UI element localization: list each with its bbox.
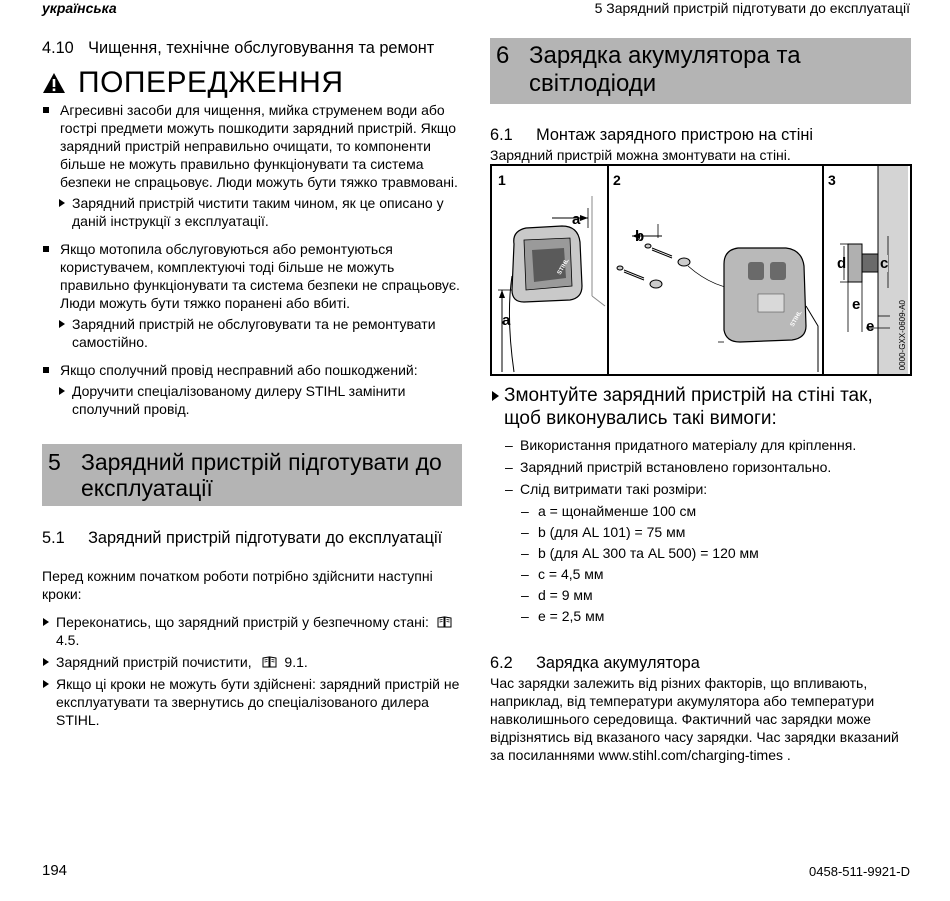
section-number: 6.2: [490, 653, 513, 672]
dim-label-e: e: [852, 296, 861, 313]
section-number: 6.1: [490, 125, 513, 144]
warning-item: Якщо мотопила обслуговуються або ремонтуються користувачем, комплектуючі тоді більше не можуть правильно функціонувати та система безпеки не спрацьовує. Люди можуть бути тяжко поранені або вбиті.: [42, 240, 462, 312]
dim-label-e: e: [866, 318, 875, 335]
section-6-1-text: Зарядний пристрій можна змонтувати на стіні.: [490, 147, 791, 163]
right-column-lower: [490, 384, 911, 764]
wall-mount-figure: [490, 164, 912, 376]
section-title: Чищення, технічне обслуговування та ремонт: [88, 38, 435, 57]
warning-title: ПОПЕРЕДЖЕННЯ: [78, 66, 344, 99]
warning-triangle-icon: [42, 72, 66, 94]
chapter-5-heading: [42, 444, 462, 506]
warning-item: Якщо сполучний провід несправний або пошкоджений:: [42, 361, 462, 379]
requirement-item: – Слід витримати такі розміри:: [490, 480, 911, 498]
section-number: 5.1: [42, 528, 65, 547]
header-language: українська: [42, 0, 117, 16]
section-title: Монтаж зарядного пристрою на стіні: [536, 125, 813, 144]
chapter-number: 6: [496, 42, 510, 69]
chapter-title: Зарядка акумулятора та світлодіоди: [529, 42, 801, 97]
step-item: [42, 653, 462, 671]
warning-action: Зарядний пристрій не обслуговувати та не ремонтувати самостійно.: [58, 315, 462, 351]
requirement-item: – Використання придатного матеріалу для кріплення.: [490, 436, 911, 454]
book-reference-icon: [437, 616, 452, 628]
dimension-item: – e = 2,5 мм: [490, 607, 911, 625]
section-6-2-text: Час зарядки залежить від різних факторів, що впливають, наприклад, від температури акумулятора або температури навколишнього середовища. Фактичний час зарядки може відрізнятись від вказаного часу зарядки. Час зарядки вказаний за посиланнями www.stihl.com/charging-times .: [490, 675, 899, 763]
section-5-1-heading: [42, 526, 445, 549]
figure-code: 0000-GXX-0609-A0: [898, 299, 907, 370]
section-6-1-heading: [490, 123, 894, 146]
main-instruction: Змонтуйте зарядний пристрій на стіні так, щоб виконувались такі вимоги:: [490, 384, 911, 430]
chapter-number: 5: [48, 449, 61, 475]
dimension-item: – b (для AL 101) = 75 мм: [490, 523, 911, 541]
chapter-6-heading: [490, 38, 911, 104]
section-6-2-heading: [490, 651, 894, 674]
document-code: 0458-511-9921-D: [809, 864, 910, 879]
charger-logo: STIHL: [789, 309, 804, 329]
warning-item: Агресивні засоби для чищення, мийка струменем води або гострі предмети можуть пошкодити зарядний пристрій. Якщо зарядний пристрій неправильно очищати, то компоненти більше не можуть правильно функціонувати та система безпеки не спрацьовує. Люди можуть бути тяжко травмовані.: [42, 101, 462, 191]
section-number: 4.10: [42, 38, 74, 57]
requirement-item: – Зарядний пристрій встановлено горизонтально.: [490, 458, 911, 476]
figure-drawing: [492, 166, 910, 374]
panel-number: 3: [828, 172, 836, 188]
section-title: Зарядка акумулятора: [536, 653, 700, 672]
dim-label-a: a: [572, 211, 581, 228]
book-reference-icon: [262, 656, 277, 668]
dimension-item: – a = щонайменше 100 см: [490, 502, 911, 520]
dimension-item: – d = 9 мм: [490, 586, 911, 604]
dim-label-d: d: [837, 255, 847, 272]
dim-label-a: a: [502, 312, 511, 329]
section-title: Зарядний пристрій підготувати до експлуатації: [88, 528, 443, 547]
step-text: Переконатись, що зарядний пристрій у безпечному стані:: [56, 614, 429, 630]
right-column: [490, 38, 911, 164]
dimension-item: – b (для AL 300 та AL 500) = 120 мм: [490, 544, 911, 562]
step-reference[interactable]: 4.5.: [56, 632, 80, 648]
step-text: Зарядний пристрій почистити,: [56, 654, 252, 670]
step-item: [42, 675, 462, 729]
left-column: [42, 36, 462, 729]
warning-action: Зарядний пристрій чистити таким чином, як це описано у даній інструкції з експлуатації.: [58, 194, 462, 230]
intro-text: Перед кожним початком роботи потрібно здійснити наступні кроки:: [42, 568, 433, 602]
warning-heading: [42, 65, 462, 101]
step-text: Якщо ці кроки не можуть бути здійснені: зарядний пристрій не експлуатувати та звернутись до спеціалізованого дилера STIHL.: [56, 676, 460, 728]
header-section: 5 Зарядний пристрій підготувати до експлуатації: [594, 0, 910, 16]
step-reference[interactable]: 9.1.: [284, 654, 308, 670]
page-number: 194: [42, 862, 68, 879]
chapter-title: Зарядний пристрій підготувати до експлуатації: [81, 449, 442, 501]
panel-number: 1: [498, 172, 506, 188]
section-4-10-heading: [42, 36, 445, 59]
panel-number: 2: [613, 172, 621, 188]
step-item: [42, 613, 462, 649]
dimension-item: – c = 4,5 мм: [490, 565, 911, 583]
dim-label-b: b: [635, 228, 645, 245]
warning-action: Доручити спеціалізованому дилеру STIHL замінити сполучний провід.: [58, 382, 462, 418]
dim-label-c: c: [880, 255, 889, 272]
charger-logo: STIHL: [556, 257, 571, 277]
